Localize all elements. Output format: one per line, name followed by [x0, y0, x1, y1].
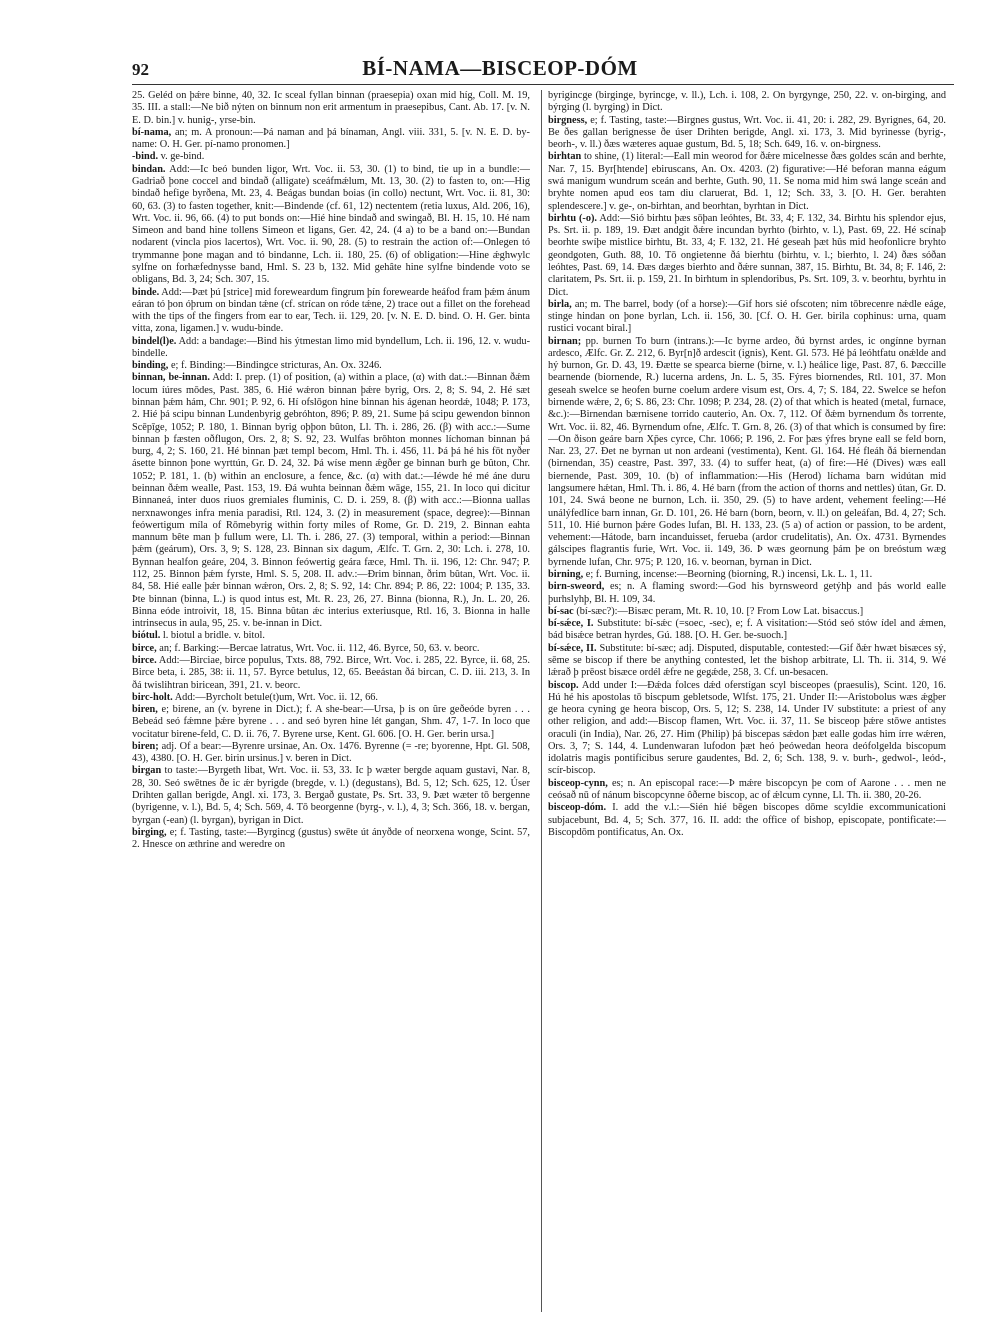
dictionary-entry: [132, 765, 530, 826]
headword: biren,: [132, 704, 158, 716]
entry-text: e; f. Tasting, taste:—Birgnes gustus, Wrt. Voc. ii. 41, 20: i. 282, 29. Byrignes, 64, 20. Be ðes gallan berignesse ðe úser Drihten berigde, Angl. xi. 173, 3. Mid byrinesse (byrig-, beorh-, v. ll.) ðæs wæteres aquae gustum, Bd. 5, 18; Sch. 649, 16. v. on-birgness.: [548, 114, 946, 151]
headword: bindel(l)e.: [132, 335, 177, 347]
entry-text: Substitute: bí-sæc; adj. Disputed, disputable, contested:—Gif ðǽr hwæt bisæces sý, sēme se biscop if there be anything contested, let the bishop arbitrate, Ll. Th. ii. 314, 9. Wé lǽrað þ prēost bisæce ordél ǽfre ne gegǽde, 258, 3. Cf. un-besacen.: [548, 642, 946, 679]
entry-text: Add:—Birciae, birce populus, Txts. 88, 792. Birce, Wrt. Voc. i. 285, 22. Byrce, ii. 68, 25. Birce beta, i. 285, 38: ii. 11, 57. Byrce betulus, 12, 65. Beeástan ðá bircan, C. D. iii. 213, 3. In ðá twislihtran biricean, 391, 21. v. beorc.: [132, 654, 530, 691]
left-column: [132, 90, 530, 1312]
entry-text: an; m. The barrel, body (of a horse):—Gif hors sié ofscoten; nim tōbrecenre nǽdle eáge, stinge hindan on þone byrlan, Lch. ii. 156, 30. [Cf. O. H. Ger. birila cophinus: urna, quam rustici vocant biral.]: [548, 298, 946, 335]
entry-text: to shine, (1) literal:—Eall min weorod for ðǽre micelnesse ðæs goldes scán and berhte, Nar. 7, 15. Byr[htende] ebiruscans, An. Ox. 4203. (2) figurative:—Hé beforan manna eágum swá manigum wundrum sceán and berhte, Guth. 90, 11. Se noma mid him swá lange sceán and bryhte nomen apud eos tam diu claruerat, Bd. 1, 12; Sch. 33, 3. [O. H. Ger. berahten splendescere.] v. ge-, on-birhtan, and beorhtan, byrhtan in Dict.: [548, 151, 946, 212]
entry-text: Add:—Sió birhtu þæs sōþan leóhtes, Bt. 33, 4; F. 132, 34. Birhtu his splendor ejus, Ps. Srt. ii. p. 189, 19. Ðæt andgit ðǽre incundan byrhto (birhto, v. l.), Past. 69, 22. Hé scínaþ beorhte swíþe mistlice birhtu, Bt. 33, 4; F. 132, 21. Hé geseah þæt hûs mid heofonlicre bryhto geondgoten, Guth. 88, 10. Tō ongietenne ðá bierhtu (birhtu, v. l.; bierhto, l. 24) ðæs sóðan leóhtes, Past. 69, 14. Ðæs dæges bierhto and ðǽre sunnan, 387, 15. Birhtu, Bt. 34, 8; F. 146, 2: claritatem, Ps. Srt. ii. p. 159, 21. In birhtum in splendoribus, Ps. Srt. 109, 3. v. beorhtu, byrhtu in Dict.: [548, 212, 946, 298]
dictionary-entry: [132, 741, 530, 766]
headword: bí-sǽce, II.: [548, 642, 597, 654]
dictionary-entry: [548, 299, 946, 336]
dictionary-entry: [132, 643, 530, 655]
headword: biscop.: [548, 679, 579, 691]
headword: birhtan: [548, 151, 582, 163]
headword: biren;: [132, 740, 159, 752]
dictionary-entry: [548, 151, 946, 212]
headword: birn-sweord,: [548, 581, 605, 593]
headword: birging,: [132, 826, 167, 838]
dictionary-entry: [548, 643, 946, 680]
entry-text: Add:—Ic beó bunden ligor, Wrt. Voc. ii. 53, 30. (1) to bind, tie up in a bundle:—Gadriað þone coccel and bindað (alligate) sceáfmǽlum, Mt. 13, 30. (2) to fasten to, on:—Hig bindað hefige byrðena, Mt. 23, 4. Beágas bundan boias (in collo) nectunt, Wrt. Voc. ii. 81, 30: 60, 63. (3) to fasten together, knit:—Bindende (cf. 61, 12) nectentem (retia luxus, Ald. 206, 16), Wrt. Voc. ii. 96, 66. (4) to put bonds on:—Hié hine bindað and swingað, Bl. H. 15, 10. Hé nam Simeon and band hine tollens Simeon et ligans, Ger. 42, 24. (4 a) to be a band on:—Bundan nodarent (vincla pios lacertos), Wrt. Voc. ii. 90, 28. (5) to restrain the action of:—Onlegen tó trymmanne þone magan and tó bindanne, Lch. ii. 180, 25. (6) of obligation:—Hine ǽghwylc sylfne on forhæfednysse band, Hml. S. 23 b, 132. Mid gehâte hine sylfne bindende voto se obligans, Bd. 3, 24; Sch. 307, 15.: [132, 163, 530, 286]
entry-text: Add:—Þæt þú [strice] mid foreweardum fingrum þín forewearde heáfod fram þǽm ánum eáran tó þon óþrum on bindan tǽne (cf. strícan on róde tǽne, 2) trace out a fillet on the forehead with the tips of the fingers from ear to ear, Tech. ii. 129, 20. [v. N. E. D. bind. O. H. Ger. binta vitta, zona, ligamen.] v. wudu-binde.: [132, 286, 530, 335]
headword: bindan.: [132, 163, 166, 175]
entry-text: es; n. A flaming sword:—God his byrnsweord getýhþ and þás world ealle þurhslyhþ, Bl. H. 109, 34.: [548, 581, 946, 605]
dictionary-entry: [548, 581, 946, 606]
headword: birgness,: [548, 114, 588, 126]
entry-text: Add:—Byrcholt betule(t)um, Wrt. Voc. ii. 12, 66.: [174, 691, 378, 703]
entry-text: e; f. Tasting, taste:—Byrgincg (gustus) swēte út ányðde of neorxena wonge, Scint. 57, 2. Hnesce on æthrine and weredre on: [132, 826, 530, 851]
page-number: 92: [132, 60, 149, 79]
dictionary-entry: [548, 802, 946, 839]
dictionary-entry: [132, 827, 530, 852]
right-column: [548, 90, 946, 1312]
entry-text: to taste:—Byrgeth libat, Wrt. Voc. ii. 53, 33. Ic þ wæter bergde aquam gustavi, Nar. 8, 28, 30. Seó swētnes ðe ic ǽr byrigde (bregde, v. l.) (degustans), Bd. 5, 12; Sch. 625, 12. Úser Drihten gallan berigde, Angl. xi. 173, 3. Bergað gustate, Ps. Srt. 33, 9. Þæt wæter tō bergenne (byrigenne, v. l.), Bd. 5, 4; Sch. 569, 4. Tō beorgenne (byrg-, v. l.), 4, 3; Sch. 366, 18. v. bergan, byrgan (-ean) (l. byrgan), byrigan in Dict.: [132, 765, 530, 826]
entry-text: e; f. Burning, incense:—Beorning (biorning, R.) incensi, Lk. L. 1, 11.: [585, 568, 873, 580]
column-divider: [541, 90, 542, 1312]
headword: bí-nama,: [132, 126, 172, 138]
entry-text: l. biotul a bridle. v. bitol.: [162, 630, 265, 642]
headword: birnan;: [548, 335, 582, 347]
headword: birce,: [132, 642, 157, 654]
dictionary-entry: [132, 151, 530, 163]
dictionary-entry: [132, 692, 530, 704]
dictionary-entry: [132, 360, 530, 372]
dictionary-entry: [132, 127, 530, 152]
dictionary-entry: [132, 287, 530, 336]
running-head: BÍ-NAMA—BISCEOP-DÓM: [362, 56, 638, 80]
entry-text: v. ge-bind.: [160, 151, 205, 163]
headword: birgan: [132, 765, 162, 777]
headword: -bind.: [132, 151, 159, 163]
dictionary-entry: [548, 115, 946, 152]
headword: birning,: [548, 568, 584, 580]
headword: birla,: [548, 298, 572, 310]
dictionary-entry: [132, 630, 530, 642]
dictionary-entry: [132, 704, 530, 741]
header-rule: [132, 84, 954, 85]
headword: birc-holt.: [132, 691, 173, 703]
entry-text: I. add the v.l.:—Sién hié bēgen biscopes dōme scyldie excommunicationi subjacebunt, Bd. 4, 5; Sch. 377, 16. II. add: the office of bishop, episcopate, pontificate:—Biscopdōm pontificatus, An. Ox.: [548, 802, 946, 838]
entry-text: es; n. An episcopal race:—Þ mǽre biscopcyn þe com of Aarone . . . men ne ceósað nū of nánum biscopcynne ôðerne biscop, ac of ǽlcum cynne, Ll. Th. ii. 380, 20-26.: [548, 777, 946, 802]
entry-text: Add under I:—Ðǽda folces dǽd oferstígan scyl bisceopes (praesulis), Scint. 120, 16. Hú hé his apostolas tō biscpum gebletsode, Wlfst. 175, 21. Under II:—Aristobolus wæs ǽgþer ge heora cyning ge heora biscop, Ors. 5, 12; S. 238, 14. Under IV substitute: a priest of any other religion, and add:—Biscop flamen, Wrt. Voc. ii. 37, 11. Se bisceop þǽre stōwe antistes oraculi (in India), Nar. 26, 27. Him (Philip) þá biscepas sǽdon þæt ealle godas him írre wǽren, Ors. 3, 7; S. 144, 4. Lundenwaran lufodon þæt heó þeówedan heora deófolgelda biscopum idolatris magis pontificibus serure gaudentes, Bd. 2, 6; Sch. 138, 9. v. burh-, gedwol-, leód-, scír-biscop.: [548, 679, 946, 777]
entry-text: adj. Of a bear:—Byrenre ursinae, An. Ox. 1476. Byrenne (= -re; byorenne, Hpt. Gl. 508, 43), 4380. [O. H. Ger. birin ursinus.] v. beren in Dict.: [132, 740, 530, 765]
dictionary-entry: [132, 90, 530, 127]
entry-text: an; f. Barking:—Bercae latratus, Wrt. Voc. ii. 112, 46. Byrce, 50, 63. v. beorc.: [159, 642, 480, 654]
entry-text: Add: I. prep. (1) of position, (a) within a place, (α) with dat.:—Binnan ðǽm locum íúres mōdes, Past. 385, 6. Hié wǽron binnan þǽre byrig, Ors. 2, 8; S. 94, 2. Hé sæt binnan þǽm hám, Chr. 901; P. 92, 6. Hí ofslōgon hine binnan his ágenan heordǽ, 1048; P. 173, 2. Hié þá scipu binnan Lundenbyrig gebróhton, 896; P. 89, 21. Sume þá scipu gewendon binnon Scēpīge, 1052; P. 180, 1. Binnan byrig oþþon bûton, Ll. Th. i. 286, 26. (β) with acc.:—Sume binnan þ fæsten oðflugon, Ors. 2, 8; S. 92, 23. Wulfas brōhton monnes líchoman binnan þá burg, 4, 2; S. 160, 21. Hé binnan þæt templ becom, Hml. Th. i. 456, 11. Þá þá hé his fōt nyðer ásette binnon þone wyrttún, Gr. D. 24, 32. Þá wíse menn ǽgðer ge binnan burh ge bûton, Chr. 1052; P. 181, 1. (b) within an enclosure, a fence, &c. (α) with dat.:—Iéwde hé mé áne duru beinnan ðǽm wealle, Past. 153, 19. Ðá wuhta beinnan ðǽm wāge, 155, 21. In loco qui dicitur Binnaneá, inter duos riuos gremiales fluminis, C. D. i. 259, 8. (β) with acc.:—Bionna uallas nerxnawonges infra menia paradisi, Rtl. 124, 3. (2) in measurement (space, degree):—Binnan feówertigum míla of Rōmebyrig within forty miles of Rome, Gr. D. 219, 2. Binnan eahta mannum bête man þ fullum were, Ll. Th. i. 286, 27. (3) temporal, within a period:—Binnan þǽm (geárum), Ors. 3, 9; S. 128, 23. Binnan six dagum, Ælfc. T. Grn. 2, 30: Lch. i. 278, 10. Bynnan healfon geáre, 204, 3. Binnon feówertig geára fæce, Hml. Th. ii. 196, 12: Chr. 947; P. 112, 25. Binnon þǽm fyrste, Hml. S. 5, 208. II. adv.:—Ðrim binnan, ðrim bûtan, Wrt. Voc. ii. 84, 58. Hié ealle þǽr binnan wǽron, Ors. 2, 8; S. 92, 14: Chr. 894; P. 86, 22: 1004; P. 135, 33. Þte binnan (binna, L.) is quod intus est, Mt. R. 23, 26, 27. Binna (bionna, R.), Jn. L. 20, 26. Binna eóde introivit, 18, 15. Binna bûtan ǽc interius exteriusque, Rtl. 16, 3. Bionna in halle intrinsecus in aula, 95, 25. v. be-innan in Dict.: [132, 372, 530, 630]
headword: binde.: [132, 286, 160, 298]
headword: biótul.: [132, 630, 161, 642]
dictionary-entry: [548, 569, 946, 581]
entry-text: Substitute: bí-sǽc (=soec, -sec), e; f. A visitation:—Stód seó stów ídel and ǽmen, bád bisǽce betran hyrdes, Gú. 188. [O. H. Ger. be-suoch.]: [548, 618, 946, 642]
headword: birhtu (-o).: [548, 212, 597, 224]
headword: bí-sac: [548, 605, 574, 617]
dictionary-entry: [548, 90, 946, 115]
entry-text: 25. Geléd on þǽre binne, 40, 32. Ic sceal fyllan binnan (praesepia) oxan mid híg, Coll. M. 19, 35. III. a stall:—Ne bið nýten on binnum non erit armentum in praesepibus, Cant. Ab. 17. [v. N. E. D. bin.] v. hunig-, yrse-bin.: [132, 90, 530, 126]
dictionary-entry: [132, 655, 530, 692]
dictionary-entry: [548, 606, 946, 618]
headword: binnan, be-innan.: [132, 372, 210, 384]
headword: binding,: [132, 360, 169, 372]
entry-text: pp. burnen To burn (intrans.):—Ic byrne ardeo, ðú byrnst ardes, ic ongínne byrnan ardesco, Ælfc. Gr. Z. 212, 6. Byr[n]ð ardescit (ignis), Kent. Gl. 573. Hé þá leóhtfatu onǽlde and hý burnon, Gr. D. 43, 19. Ðætte se spearca bierne (birne, v. l.) heálice lige, Past. 87, 6. Þæccille bearnende (biornende, R.) lucerna ardens, Jn. L. 5, 35. Fýres biornendes, Rtl. 101, 37. Mon geseah swelce se heofen burne coelum ardere visum est, Ors. 4, 7; S. 184, 22. Swelce se hefon birnende wǽre, 2, 6; S. 86, 23: Chr. 1098; P. 234, 28. (2) of that which is heated (metal, furnace, &c.):—Birnendan bærnisene torrido cauterio, An. Ox. 7, 112. Of ðǽm byrnendum ðs torrente, Wrt. Voc. ii. 82, 46. Byrnendum ofne, Ælfc. T. Grn. 8, 26. (3) of that which is consumed by fire:—On ðison geáre barn Xp̄es cyrce, Chr. 1066; P. 196, 2. For þæs ýfres bryne eall se feld born, Nar. 23, 27. Ðet ne byrnan ut non ardeani (vestimenta), Kent. Gl. 164. Hé fleáh ðá biernendan (birnendan, 35) ceastre, Past. 397, 33. (4) to suffer heat, (a) of fire:—Hé (Dives) wæs eall biernende, Past. 309, 10. (b) of inflammation:—His (Herod) líchama barn widútan mid langsumere hǽtan, Hml. Th. i. 86, 4. Hé barn (from the action of thorns and nettles) útan, Gr. D. 101, 24. Swá beone ne burnon, Lch. ii. 350, 29. (5) to have ardent, vehement feeling:—Hé unálýfedlíce barn innan, Gr. D. 101, 26. Hé barn (born, beorn, v. ll.) on geleáfan, Bd. 4, 27; Sch. 511, 10. Hié burnon þǽre Godes lufan, Bl. H. 133, 23. (5 a) of action or passion, to be ardent, vehement:—Hátode, barn incanduisset, ferueba (ardor crudelitatis), An. Ox. 4731. Byrnendes gálscipes flagrantis furie, Wrt. Voc. ii. 149, 36. Þ wæs geornung þám þe on breóstum wæg byrnende lufan, Chr. 975; P. 120, 16. v. beornan, byrnan in Dict.: [548, 335, 946, 568]
dictionary-entry: [548, 336, 946, 569]
dictionary-entry: [548, 618, 946, 643]
headword: bisceop-cynn,: [548, 777, 608, 789]
entry-text: Add: a bandage:—Bind his ýtmestan limo mid byndellum, Lch. ii. 196, 12. v. wudu-bindelle.: [132, 335, 530, 359]
headword: birce.: [132, 654, 157, 666]
entry-text: e; f. Binding:—Bindingce stricturas, An. Ox. 3246.: [170, 360, 382, 372]
dictionary-entry: [132, 164, 530, 287]
entry-text: (bí-sæc?):—Bisæc peram, Mt. R. 10, 10. [? From Low Lat. bisaccus.]: [576, 605, 864, 617]
dictionary-entry: [132, 372, 530, 630]
dictionary-entry: [548, 213, 946, 299]
entry-text: an; m. A pronoun:—Þá naman and þá bínaman, Angl. viii. 331, 5. [v. N. E. D. by-name: O. H. Ger. pí-namo pronomen.]: [132, 126, 530, 151]
dictionary-entry: [548, 680, 946, 778]
dictionary-entry: [132, 336, 530, 361]
dictionary-entry: [548, 778, 946, 803]
entry-text: byrigincge (birginge, byrincge, v. ll.), Lch. i. 108, 2. On byrgynge, 250, 22. v. on-birging, and býrging (l. byrging) in Dict.: [548, 90, 946, 114]
headword: bí-sǽce, I.: [548, 618, 594, 630]
entry-text: e; birene, an (v. byrene in Dict.); f. A she-bear:—Ursa, þ is on ûre geðeóde byren . . . Bebeád seó fǽmne þǽre byrene . . . and seó byren hine lét gangan, Shm. 47, 1-7. In loco que vocitatur birene-feld, C. D. ii. 76, 7. Byrene urse, Kent. Gl. 606. [O. H. Ger. berin ursa.]: [132, 704, 530, 740]
headword: bisceop-dóm.: [548, 802, 607, 814]
